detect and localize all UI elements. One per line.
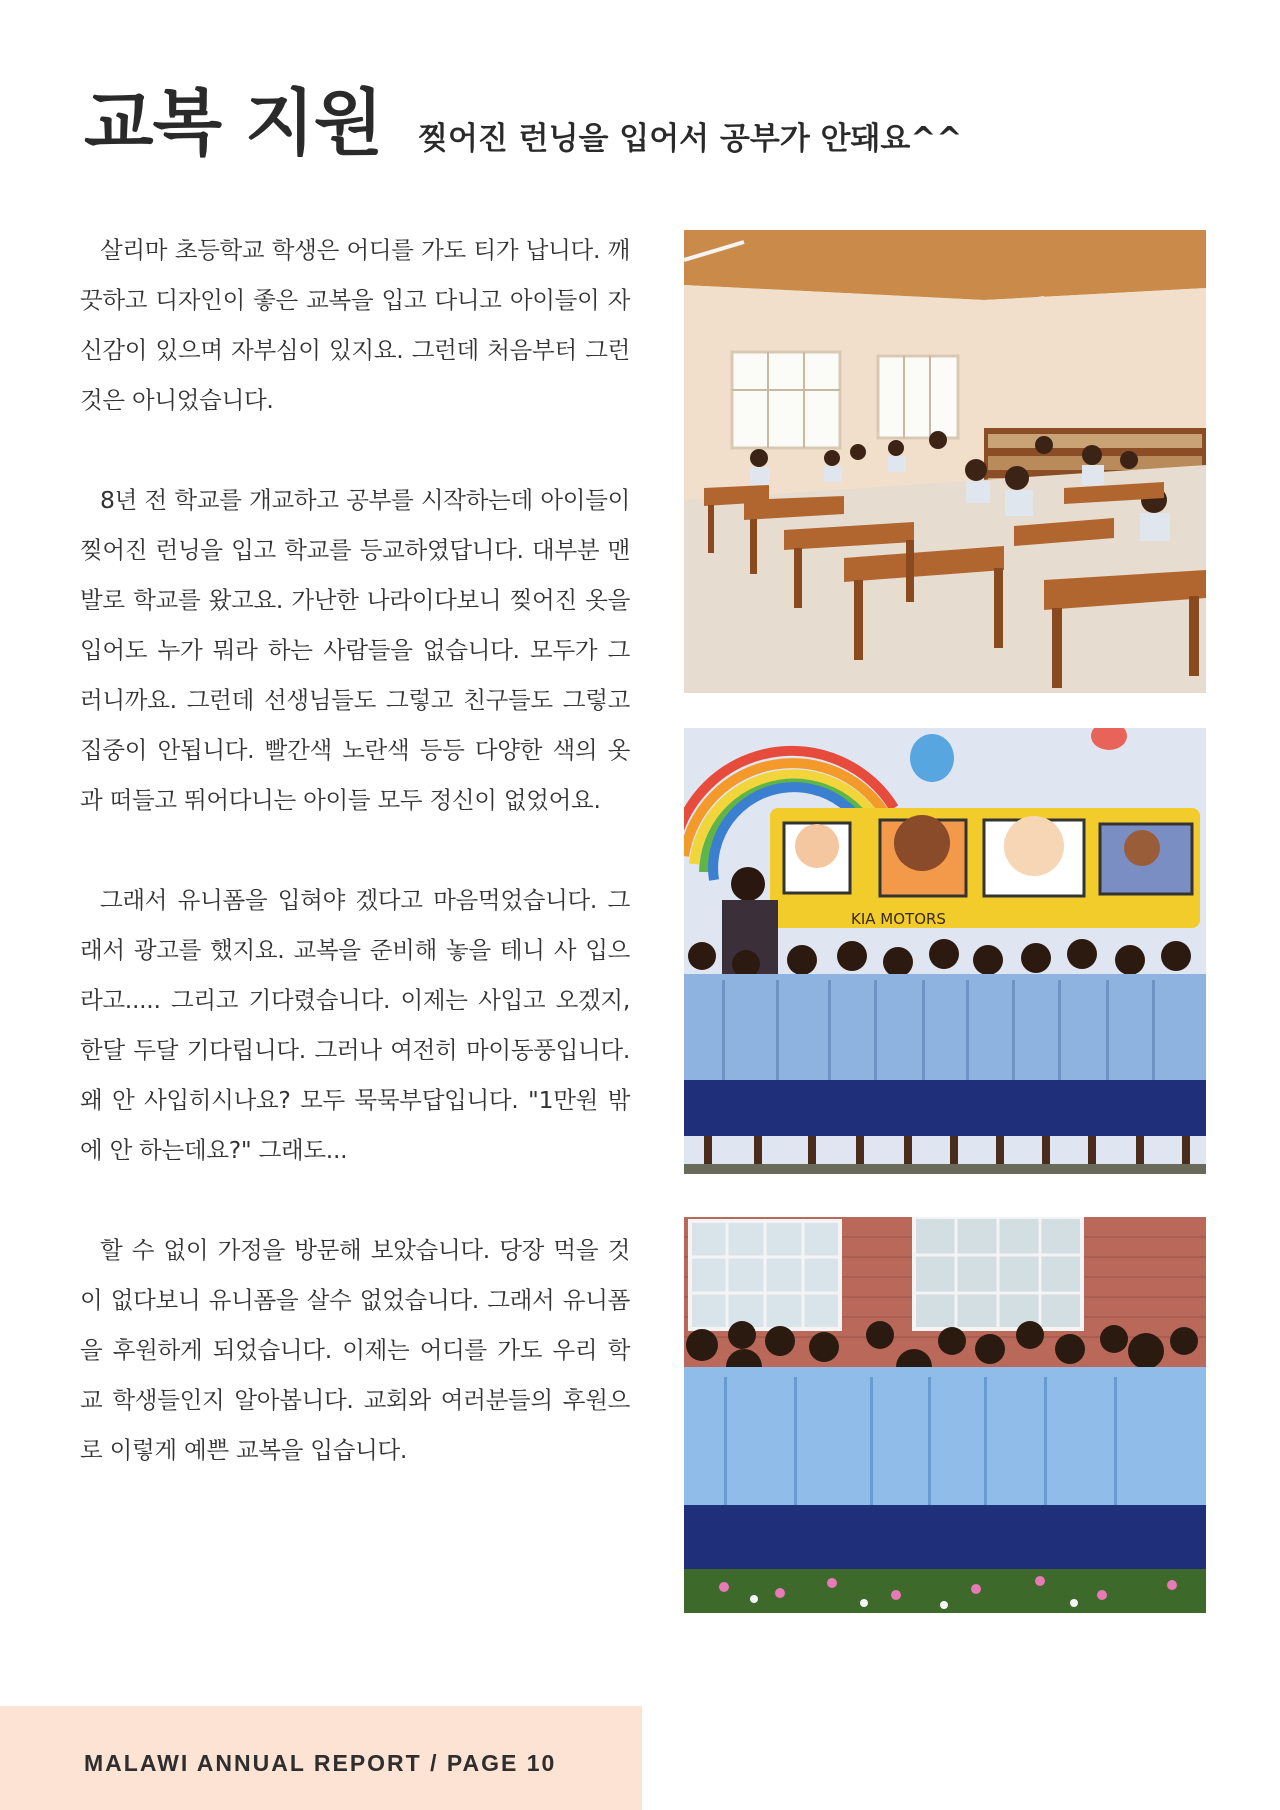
paragraph-uniform-plan: 그래서 유니폼을 입혀야 겠다고 마음먹었습니다. 그래서 광고를 했지요. 교복을 준비해 놓을 테니 사 입으라고..... 그리고 기다렸습니다. 이제는 사입고 오겠지, 한달 두달 기다립니다. 그러나 여전히 마이동풍입니다. 왜 안 사입히시나요? 모두 묵묵부답입니다. "1만원 밖에 안 하는데요?" 그래도... (80, 886, 630, 1164)
page-subtitle: 찢어진 런닝을 입어서 공부가 안돼요^^ (418, 121, 963, 157)
outdoor-group-photo (684, 1217, 1206, 1613)
footer-label: MALAWI ANNUAL REPORT / PAGE 10 (84, 1750, 557, 1776)
paragraph-intro: 살리마 초등학교 학생은 어디를 가도 티가 납니다. 깨끗하고 디자인이 좋은 교복을 입고 다니고 아이들이 자신감이 있으며 자부심이 있지요. 그런데 처음부터 그런것은 아니었습니다. (80, 236, 630, 414)
page-title: 교복 지원 (84, 81, 383, 165)
mural-caption: KIA MOTORS (851, 910, 946, 928)
paragraph-sponsorship: 할 수 없이 가정을 방문해 보았습니다. 당장 먹을 것이 없다보니 유니폼을 살수 없었습니다. 그래서 유니폼을 후원하게 되었습니다. 이제는 어디를 가도 우리 학교 학생들인지 알아봅니다. 교회와 여러분들의 후원으로 이렇게 예쁜 교복을 입습니다. (80, 1236, 630, 1464)
article-body (80, 225, 630, 1525)
mural-group-photo (684, 728, 1206, 1174)
paragraph-history: 8년 전 학교를 개교하고 공부를 시작하는데 아이들이 찢어진 런닝을 입고 학교를 등교하였답니다. 대부분 맨발로 학교를 왔고요. 가난한 나라이다보니 찢어진 옷을 입어도 누가 뭐라 하는 사람들을 없습니다. 모두가 그러니까요. 그런데 선생님들도 그렇고 친구들도 그렇고 집중이 안됩니다. 빨간색 노란색 등등 다양한 색의 옷과 떠들고 뛰어다니는 아이들 모두 정신이 없었어요. (80, 486, 630, 814)
footer (0, 1706, 642, 1810)
classroom-photo (684, 230, 1206, 693)
page-header (84, 78, 1234, 178)
